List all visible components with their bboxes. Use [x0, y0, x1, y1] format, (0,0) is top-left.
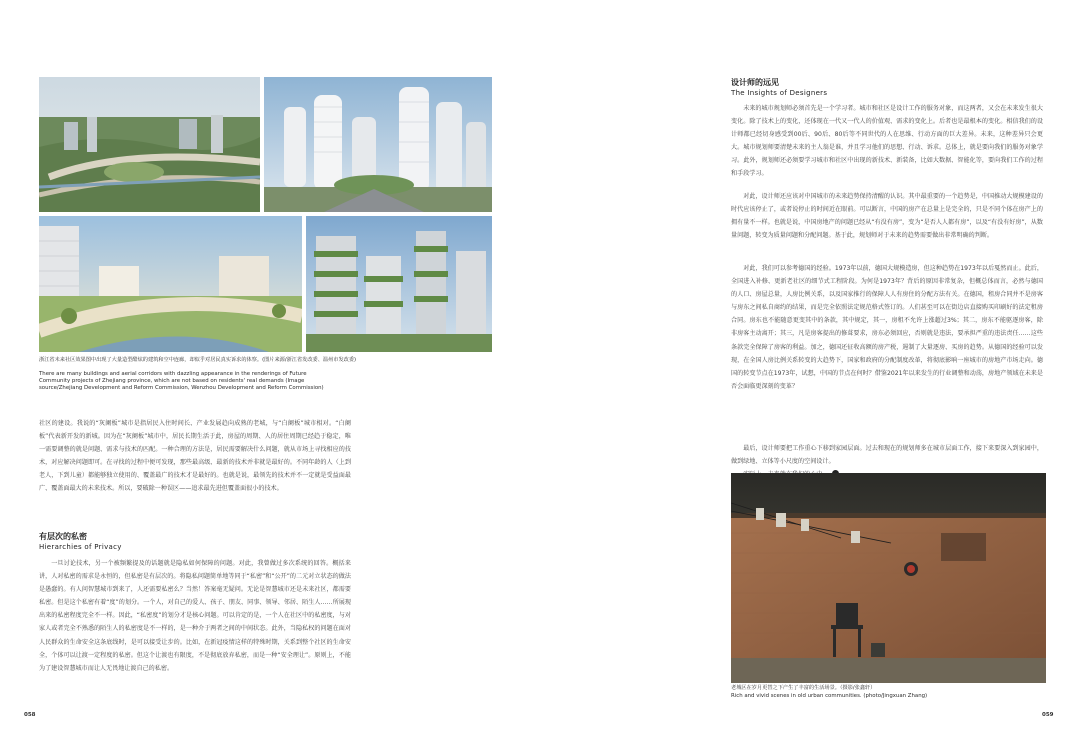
insights-paragraph-2: 对此，设计师还应该对中国城市的未来趋势保持清醒的认识。其中最重要的一个趋势是，中国推动大规模建设的时代应该停止了，或者说停止的时间近在眼前。可以断言，中国的房产在总量上是完全的，只是不同个体在房产上的拥有量不一样。也就是说，中国房地产的问题已经从“有没有房”，变为“是否人人都有房”，以及“有没有好房”，从数量问题，转变为质量问题和分配问题。基于此，规划师对于未来的趋势需要做出非常明确的判断。: [731, 193, 1043, 240]
insights-paragraph-1: 未来的城市规划师必须首先是一个学习者。城市和社区是设计工作的服务对象，而这两者，又会在未来发生很大变化。除了技术上的变化，还体现在一代又一代人的价值观、需求的变化上。后者也是最根本的变化。相信我们的设计师都已经切身感受到00后、90后、80后等不同世代的人在思维、行动方面的巨大差异。未来，这种差异只会更大。城市规划师要清楚未来的主人翁是谁，并且学习他们的思想、行动、诉求。总体上，就是要向我们的服务对象学习。此外，规划师还必须要学习城市和社区中出现的新技术、新装备，比如大数据、智能化等，要向我们工作的过程和手段学习。: [731, 105, 1043, 178]
privacy-section-title: 有层次的私密: [39, 532, 87, 541]
page-number-left: 058: [24, 712, 36, 718]
insights-section-title: 设计师的远见: [731, 78, 779, 87]
towers-rendering: [264, 77, 492, 212]
left-intro-paragraph: 社区的建设。我说的“灰阑板”城市是指居民入住时间长、产业发展趋向成熟的老城，与“白阑板”城市相对。“白阑板”代表新开发的新城。因为在“灰阑板”城市中，居民长期生活于此，房屋的周期、人的居住周期已经趋于稳定，唯一需要调整的就是问题、需求与技术的匹配。一种合理的方法是，居民需要解决什么问题，就从市场上寻找相应的技术，对应解决问题即可。在寻找的过程中便可发现，那些最高级、最新的技术并非就是最好的。不同年龄的人（上到老人，下到儿童）都能够独立使用的、覆盖最广的技术才是最好的。也就是说，最领先的技术并不一定就是受益面最广、覆盖面最大的未来技术。所以，要破除一种误区——追求最先进但覆盖面很小的技术。: [39, 420, 351, 493]
insights-paragraph-4a: 最后，设计师要把工作重心下移到家园层面。过去和现在的规划师多在城市层面工作，接下来要深入到家园中，做到绿地、立体等小尺度的空间设计。: [731, 445, 1043, 466]
campus-rendering: [39, 216, 302, 352]
aerial-corridor-rendering: [39, 77, 260, 212]
old-courtyard-photo: [731, 473, 1046, 683]
left-caption-en: There are many buildings and aerial corridors with dazzling appearance in the renderings of Future Community projects of Zhejiang province, which are not based on residents' real demands (Image source/Zhejiang Development and Reform Commission, Wenzhou Development and Reform Commission): [39, 371, 324, 391]
privacy-paragraph: 一旦讨论技术，另一个被频繁提及的话题就是隐私如何保障的问题。对此，我曾做过多次系统的回答。概括来讲，人对私密的需求是永恒的，但私密是有层次的。将隐私问题简单地等同于“私密”和“公开”的二元对立状态的做法是愚蠢的。有人问智慧城市到来了，人还需要私密么？当然！答案毫无疑问。无论是智慧城市还是未来社区，都需要私密。但是这个私密有着“度”的划分。一个人，对自己的爱人、孩子、朋友、同事、领导、邻居、陌生人……所展现出来的私密程度完全不一样。因此，“私密度”的划分才是核心问题。可以肯定的是，一个人在社区中的私密度，与对家人或者完全不熟悉的陌生人的私密度是不一样的，是一种介于两者之间的中间状态。此外，当隐私权的问题在面对人民群众的生命安全这条底线时，是可以接受让步的。比如，在新冠疫情这样的特殊时期，关系到整个社区的生命安全，个体可以让渡一定程度的私密。但这个让渡也有限度，不是彻底放弃私密，而是一种“安全理让”。原则上，不能为了建设智慧城市而让人无畏地让渡自己的私密。: [39, 560, 351, 672]
insights-paragraph-3: 对此，我们可以参考德国的经验。1973年以前，德国大规模造房，但这种趋势在1973年以后戛然而止。此后，全国进入补修、更新老社区的细节式工程阶段。为何是1973年？背后的原因非常复杂，但概总体而言，必然与德国的人口、房屋总量，人房比例关系，以及国家推行的保障人人有房住的分配方法有关。在德国，租房合同并不是房客与房东之间私自商约的结果，而是完全依照法定规范格式签订的。人们甚至可以在街边店直接购买印刷好的法定租房合同。房东也不能随意更变其中的条款，其中规定，其一，房租不允许上涨超过3%；其二，房东不能驱逐房客，除非房客主动离开；其三，凡是房客提出的修葺要求，房东必须回应，否则就是违法，要承担严重的违法责任……这些条款完全保障了房客的利益。加之，德国还征收高额的房产税，遏制了大量逐房、买房的趋势。从德国的经验可以发现，在全国人房比例关系转变的大趋势下，国家和政府的分配制度改革，将彻底影响一座城市的房地产市场走向。德国的转变节点在1973年，试想，中国的节点在何时？借鉴2021年以来发生的行业调整和动荡，房地产领域在未来是否会面临更深刻的变革？: [731, 265, 1043, 390]
privacy-section-subtitle: Hierarchies of Privacy: [39, 543, 122, 551]
left-caption-cn: 浙江省未来社区效果图中出现了大量造型酷炫的建筑和空中连廊，却似乎对居民真实诉求的体察。(图片来源/浙江省发改委、温州市发改委): [39, 357, 357, 363]
insights-section-subtitle: The Insights of Designers: [731, 89, 828, 97]
page-number-right: 059: [1042, 712, 1054, 718]
right-caption-cn: 老城区在岁月更替之下产生了丰富的生活场景。（摄影/张鑫轩）: [731, 685, 876, 691]
right-caption-en: Rich and vivid scenes in old urban communities. (photo/Jingxuan Zhang): [731, 693, 928, 699]
green-towers-rendering: [306, 216, 492, 352]
